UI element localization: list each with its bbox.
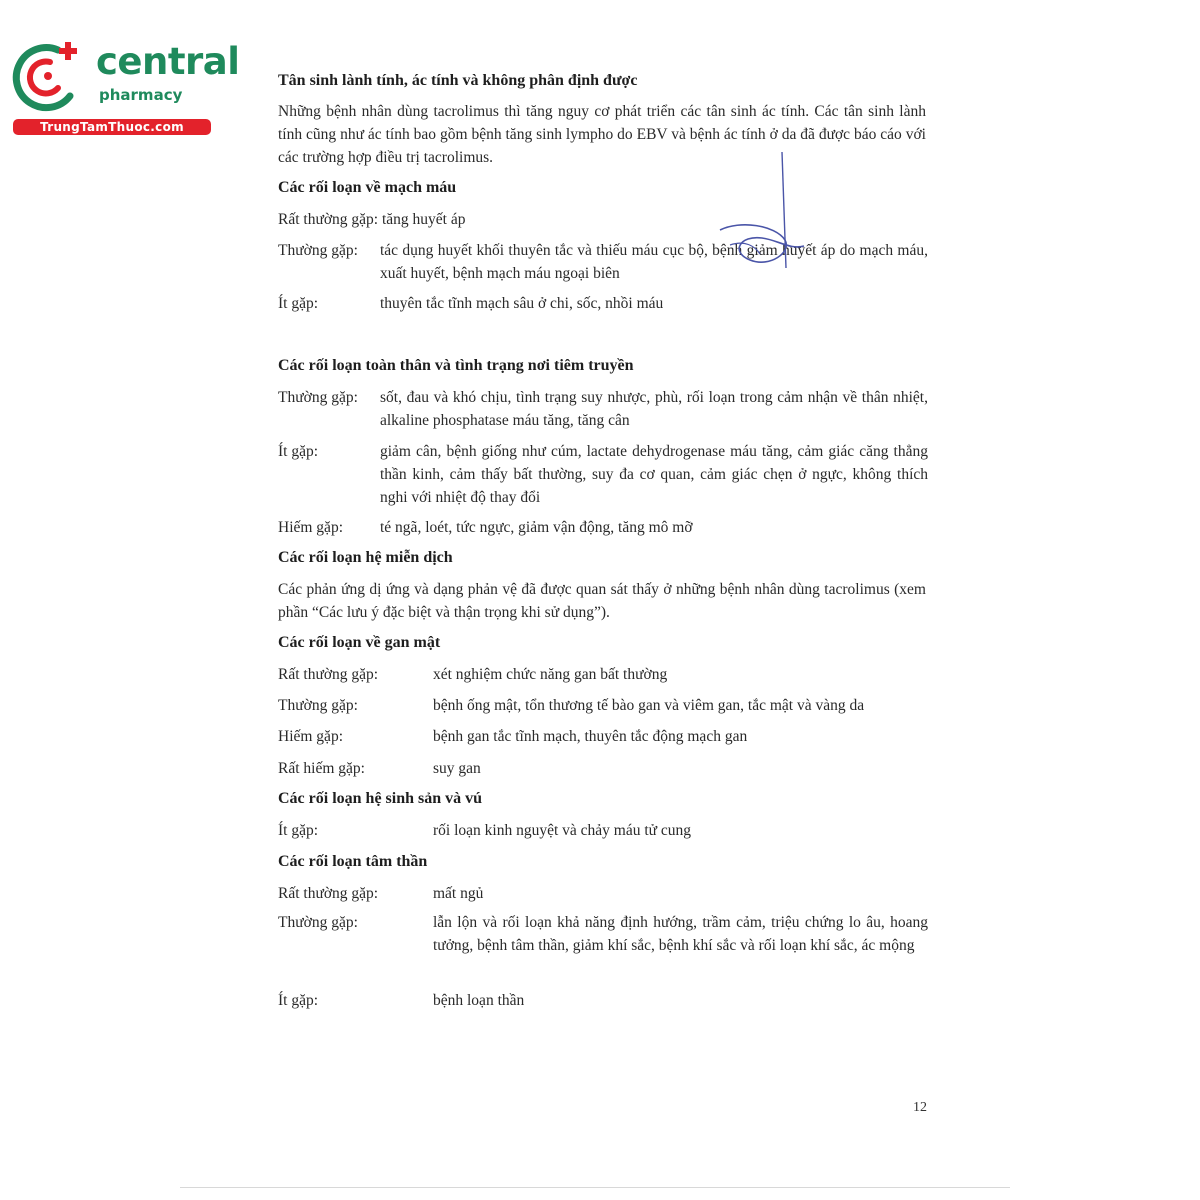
frequency-label: Ít gặp: xyxy=(278,992,319,1009)
list-item xyxy=(278,239,928,285)
effect-text: giảm cân, bệnh giống như cúm, lactate dehydrogenase máu tăng, cảm giác căng thẳng thần kinh, cảm thấy bất thường, suy đa cơ quan, cảm giác chẹn ở ngực, không thích nghi với nhiệt độ thay đổi xyxy=(380,443,928,506)
list-item xyxy=(278,208,928,231)
effect-text: bệnh loạn thần xyxy=(433,992,525,1009)
list-item xyxy=(278,440,928,509)
list-item xyxy=(278,292,928,315)
section-title-hepatobiliary: Các rối loạn về gan mật xyxy=(278,634,441,651)
section-title-immune: Các rối loạn hệ miễn dịch xyxy=(278,549,453,566)
effect-text: xét nghiệm chức năng gan bất thường xyxy=(433,666,668,683)
effect-text: té ngã, loét, tức ngực, giảm vận động, tăng mô mỡ xyxy=(380,519,693,536)
section-title-vascular: Các rối loạn về mạch máu xyxy=(278,179,457,196)
list-item xyxy=(278,386,928,432)
section-title-neoplasms: Tân sinh lành tính, ác tính và không phân định được xyxy=(278,72,638,89)
signature-mark xyxy=(700,150,810,280)
frequency-label: Ít gặp: xyxy=(278,295,319,312)
frequency-label: Thường gặp: xyxy=(278,697,358,714)
list-item xyxy=(278,663,928,686)
list-item xyxy=(278,989,928,1012)
effect-text: rối loạn kinh nguyệt và chảy máu tử cung xyxy=(433,822,692,839)
central-pharmacy-logo-icon xyxy=(10,38,90,114)
list-item xyxy=(278,516,928,539)
effect-text: suy gan xyxy=(433,760,481,777)
list-item xyxy=(278,725,928,748)
frequency-label: Rất hiếm gặp: xyxy=(278,760,365,777)
scan-edge-divider xyxy=(180,1187,1010,1188)
section-title-reproductive: Các rối loạn hệ sinh sản và vú xyxy=(278,790,483,807)
frequency-label: Thường gặp: xyxy=(278,914,358,931)
list-item xyxy=(278,882,928,905)
section-paragraph-immune: Các phản ứng dị ứng và dạng phản vệ đã được quan sát thấy ở những bệnh nhân dùng tacrolimus (xem phần “Các lưu ý đặc biệt và thận trọng khi sử dụng”). xyxy=(278,581,926,621)
list-item xyxy=(278,911,928,980)
effect-text: sốt, đau và khó chịu, tình trạng suy nhược, phù, rối loạn trong cảm nhận về thân nhiệt, alkaline phosphatase máu tăng, tăng cân xyxy=(380,389,928,429)
logo-brand-name: central xyxy=(96,40,240,83)
effect-text: thuyên tắc tĩnh mạch sâu ở chi, sốc, nhồi máu xyxy=(380,295,664,312)
frequency-label: Thường gặp: xyxy=(278,389,358,406)
frequency-label: Ít gặp: xyxy=(278,443,319,460)
section-paragraph-neoplasms: Những bệnh nhân dùng tacrolimus thì tăng nguy cơ phát triển các tân sinh ác tính. Các tân sinh lành tính cũng như ác tính bao gồm bệnh tăng sinh lympho do EBV và bệnh ác tính ở da đã được báo cáo với các trường hợp điều trị tacrolimus. xyxy=(278,103,926,166)
frequency-label: Rất thường gặp: xyxy=(278,885,379,902)
section-title-psychiatric: Các rối loạn tâm thần xyxy=(278,853,428,870)
effect-text: lẫn lộn và rối loạn khả năng định hướng, trầm cảm, triệu chứng lo âu, hoang tưởng, bệnh tâm thần, giảm khí sắc, bệnh khí sắc và rối loạn khí sắc, ác mộng xyxy=(433,914,928,954)
list-item xyxy=(278,694,928,717)
frequency-label: Rất thường gặp: tăng huyết áp xyxy=(278,211,466,228)
effect-text: mất ngủ xyxy=(433,885,484,902)
brand-logo xyxy=(10,38,240,138)
frequency-label: Ít gặp: xyxy=(278,822,319,839)
logo-website: TrungTamThuoc.com xyxy=(13,119,211,135)
effect-text: bệnh ống mật, tổn thương tế bào gan và viêm gan, tắc mật và vàng da xyxy=(433,697,865,714)
page-number: 12 xyxy=(913,1100,927,1115)
logo-subtitle: pharmacy xyxy=(99,86,183,104)
frequency-label: Thường gặp: xyxy=(278,242,358,259)
frequency-label: Hiếm gặp: xyxy=(278,519,343,536)
list-item xyxy=(278,819,928,842)
section-title-general: Các rối loạn toàn thân và tình trạng nơi tiêm truyền xyxy=(278,357,634,374)
frequency-label: Hiếm gặp: xyxy=(278,728,343,745)
frequency-label: Rất thường gặp: xyxy=(278,666,379,683)
effect-text: bệnh gan tắc tĩnh mạch, thuyên tắc động mạch gan xyxy=(433,728,748,745)
list-item xyxy=(278,757,928,780)
effect-text: tác dụng huyết khối thuyên tắc và thiếu máu cục bộ, bệnh giảm huyết áp do mạch máu, xuất huyết, bệnh mạch máu ngoại biên xyxy=(380,242,928,282)
